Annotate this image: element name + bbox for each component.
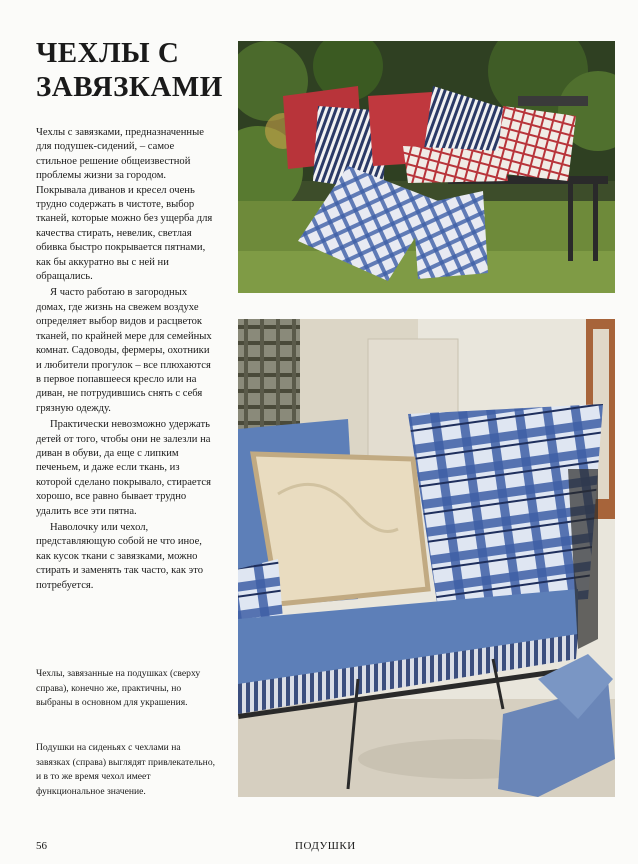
caption-top-right: Чехлы, завязанные на подушках (сверху справа), конечно же, практичны, но выбраны в основном для украшения. [36, 668, 201, 709]
page-number: 56 [36, 840, 47, 852]
paragraph-1: Чехлы с завязками, предназначенные для подушек-сидений, – самое стильное решение общеизвестной проблемы жизни за городом. Покрывала диванов и кресел очень трудно содержать в чистоте, выбор тканей, которые можно без ущерба для качества стирать, невелик, светлая обивка быстро покрывается пятнами, как бы аккуратно вы с ней ни обращались. [36, 127, 213, 283]
title-line-2: ЗАВЯЗКАМИ [36, 71, 223, 103]
garden-bench-photo [238, 41, 615, 293]
caption-right: Подушки на сиденьях с чехлами на завязках (справа) выглядят привлекательно, и в то же время чехол имеет функциональное значение. [36, 742, 216, 797]
article-body [36, 126, 214, 593]
running-footer-section: ПОДУШКИ [295, 840, 356, 852]
daybed-cushions-photo [238, 319, 615, 797]
page-title [36, 36, 226, 104]
paragraph-2: Я часто работаю в загородных домах, где жизнь на свежем воздухе определяет выбор видов и расцветок тканей, по крайней мере для семейных комнат. Садоводы, фермеры, охотники и любители прогулок – все плюхаются в первое попавшееся кресло или на диван, не потрудившись снять с себя грязную одежду. [36, 287, 212, 414]
paragraph-3: Практически невозможно удержать детей от того, чтобы они не залезли на диван в обуви, да еще с липким печеньем, и даже если ткань, из которой сделано покрывало, стирается хорошо, все равно бывает трудно удалить все эти пятна. [36, 419, 211, 517]
paragraph-4: Наволочку или чехол, представляющую собой не что иное, как кусок ткани с завязками, можно стирать и заменять так часто, как это потребуется. [36, 521, 203, 591]
title-line-1: ЧЕХЛЫ С [36, 37, 180, 69]
